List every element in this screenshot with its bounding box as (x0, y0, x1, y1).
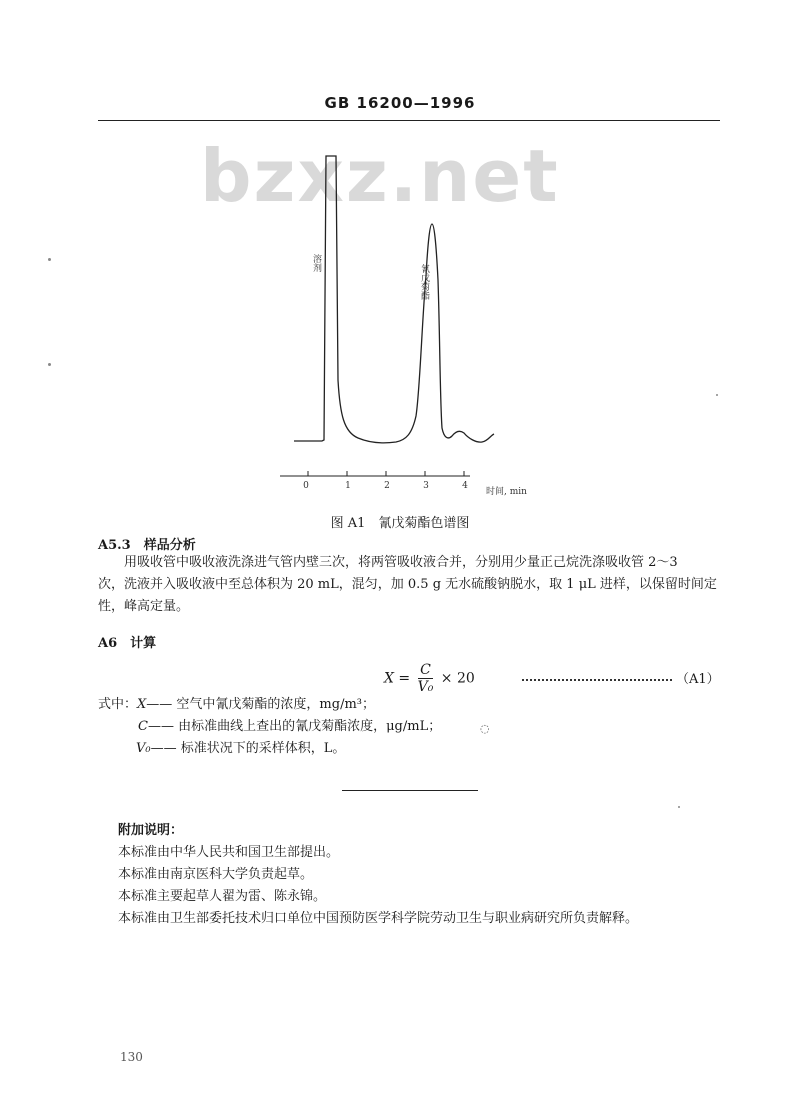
tick-label: 0 (303, 481, 309, 491)
axis-label: 时间, min (486, 487, 527, 497)
scan-speck (48, 363, 51, 366)
figure-caption: 图 A1 氰戊菊酯色谱图 (330, 516, 470, 531)
note-line: 本标准由南京医科大学负责起草。 (118, 867, 314, 882)
paragraph-line: 次，洗液并入吸收液中至总体积为 20 mL，混匀，加 0.5 g 无水硫酸钠脱水，取 1 μL 进样，以保留时间定 (98, 577, 717, 592)
section-divider (342, 790, 478, 791)
formula-fraction (418, 662, 434, 695)
paragraph-line: 性，峰高定量。 (98, 599, 190, 614)
equation-number: （A1） (522, 668, 720, 687)
page-number: 130 (120, 1050, 143, 1064)
variable-definitions (98, 694, 441, 760)
variable-line: 式中：X—— 空气中氰戊菊酯的浓度，mg/m³； (98, 697, 375, 712)
section-heading: A5.3 样品分析 (98, 538, 196, 553)
note-line: 本标准由中华人民共和国卫生部提出。 (118, 845, 340, 860)
variable-line: C—— 由标准曲线上查出的氰戊菊酯浓度，μg/mL； (138, 719, 442, 734)
leader-dots (522, 679, 672, 681)
tick-label: 3 (423, 481, 429, 491)
tick-label: 1 (345, 481, 351, 491)
formula (384, 662, 475, 695)
notes-title: 附加说明： (118, 823, 184, 838)
scan-speck (48, 258, 51, 261)
scan-speck (678, 806, 680, 808)
additional-notes (118, 820, 718, 930)
watermark: bzxz.net (200, 134, 560, 218)
solvent-peak-label: 溶剂 (311, 254, 321, 272)
chromatogram-figure (270, 140, 560, 510)
standard-code: GB 16200—1996 (324, 94, 476, 112)
note-line: 本标准由卫生部委托技术归口单位中国预防医学科学院劳动卫生与职业病研究所负责解释。 (118, 911, 639, 926)
section-heading: A6 计算 (98, 636, 157, 651)
note-line: 本标准主要起草人翟为雷、陈永锦。 (118, 889, 327, 904)
tick-label: 2 (384, 481, 390, 491)
variable-line: V₀—— 标准状况下的采样体积，L。 (136, 741, 346, 756)
axis-tick-marks (308, 471, 464, 476)
paragraph-line: 用吸收管中吸收液洗涤进气管内壁三次，将两管吸收液合并，分别用少量正己烷洗涤吸收管 2～3 (124, 555, 678, 570)
section-body (98, 552, 738, 618)
tick-label: 4 (462, 481, 468, 491)
chromatogram-trace (294, 156, 494, 443)
header-rule (98, 120, 720, 121)
stray-mark: ◌ (480, 722, 490, 735)
formula-denominator: V₀ (417, 679, 434, 695)
formula-lhs: X = (384, 670, 415, 687)
formula-rhs: × 20 (440, 670, 475, 687)
scan-speck (716, 394, 718, 396)
fenvalerate-peak-label: 氰戊菊酯 (419, 264, 429, 300)
formula-numerator: C (418, 662, 434, 679)
